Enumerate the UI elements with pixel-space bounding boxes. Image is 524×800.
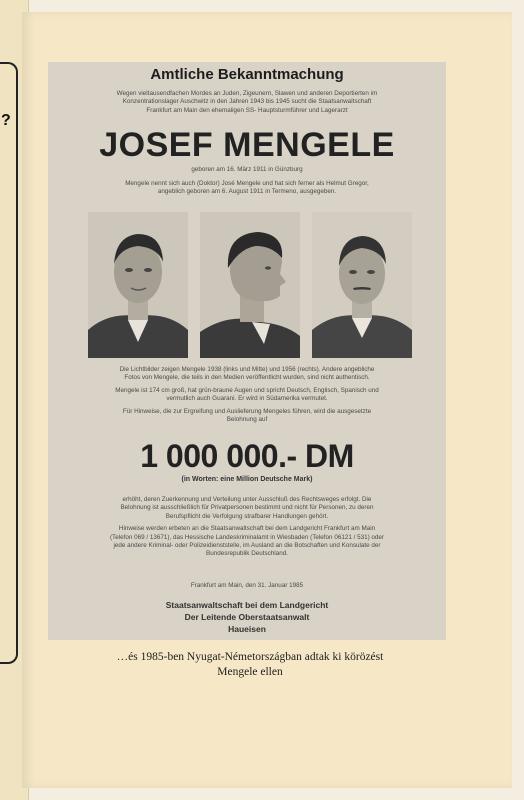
poster-alias xyxy=(58,180,436,197)
poster-born: geboren am 16. März 1911 in Günzburg xyxy=(191,166,303,173)
wanted-poster xyxy=(48,62,446,640)
figure-caption xyxy=(60,650,440,680)
poster-place-date: Frankfurt am Main, den 31. Januar 1985 xyxy=(190,582,304,589)
portrait-1956-image xyxy=(312,212,412,358)
photo-1938-profile xyxy=(200,212,300,358)
poster-text-line: Mengele ist 174 cm groß, hat grün-braune Augen und spricht Deutsch, Englisch, Spanisch und xyxy=(115,386,379,394)
portrait-profile-image xyxy=(200,212,300,358)
poster-photos xyxy=(88,212,413,358)
poster-text-line: erhöht, deren Zuerkennung und Verteilung unter Ausschluß des Rechtsweges erfolgt. Die xyxy=(122,496,372,503)
poster-text-line: (Telefon 069 / 13671), das Hessische Landeskriminalamt in Wiesbaden (Telefon 06121 / 531) oder xyxy=(109,533,385,541)
photo-1956 xyxy=(312,212,412,358)
poster-text-line: jede andere Kriminal- oder Polizeidienststelle, im Ausland an die Botschaften und Konsulate der xyxy=(113,542,381,550)
poster-signature-line: Staatsanwaltschaft bei dem Landgericht xyxy=(165,600,329,610)
poster-text-line: Belohnung auf xyxy=(226,416,268,424)
poster-text-line: Hinweise werden erbeten an die Staatsanwaltschaft bei dem Landgericht Frankfurt am Main xyxy=(118,525,376,533)
poster-name: JOSEF MENGELE xyxy=(99,126,395,164)
poster-intro-line: Frankfurt am Main den ehemaligen SS- Hauptsturmführer und Lagerarzt xyxy=(146,106,348,114)
poster-alias-line: Mengele nennt sich auch (Doktor) José Mengele und hat sich ferner als Helmut Gregor, xyxy=(125,180,369,187)
poster-terms xyxy=(56,496,438,559)
poster-intro-line: Wegen vieltausendfachen Mordes an Juden, Zigeunern, Slawen und anderen Deportierten im xyxy=(116,90,378,97)
poster-signature-line: Der Leitende Oberstaatsanwalt xyxy=(184,612,310,622)
poster-intro-line: Konzentrationslager Auschwitz in den Jahren 1943 bis 1945 sucht die Staatsanwaltschaft xyxy=(122,98,372,106)
poster-signature-name: Haueisen xyxy=(228,624,266,634)
poster-text-line: Bundesrepublik Deutschland. xyxy=(206,550,288,558)
poster-photo-caption xyxy=(56,366,438,424)
poster-intro xyxy=(58,90,436,115)
poster-title: Amtliche Bekanntmachung xyxy=(150,66,344,83)
poster-text-line: vermutlich auch Guarani. Er wird in Südamerika vermutet. xyxy=(166,395,328,403)
caption-line: Mengele ellen xyxy=(217,666,283,678)
reward-amount-words: (in Worten: eine Million Deutsche Mark) xyxy=(181,476,313,483)
poster-alias-line: angeblich geboren am 6. August 1911 in Termeno, ausgegeben. xyxy=(157,188,337,196)
reward-amount: 1 000 000.- DM xyxy=(140,438,354,474)
poster-text-line: Für Hinweise, die zur Ergreifung und Auslieferung Mengeles führen, wird die ausgesetzte xyxy=(122,407,372,415)
poster-text-line: Die Lichtbilder zeigen Mengele 1938 (links und Mitte) und 1956 (rechts). Andere angebliche xyxy=(119,366,375,373)
portrait-front-image xyxy=(88,212,188,358)
poster-text-line: Fotos von Mengele, die teils in den Medien veröffentlicht wurden, sind nicht authentisch. xyxy=(124,374,370,382)
poster-text-line: Berufspflicht die Verfolgung strafbarer Handlungen gehört. xyxy=(165,512,329,520)
poster-text-line: Belohnung ist ausschließlich für Privatpersonen bestimmt und nicht für Personen, zu deren xyxy=(120,504,374,512)
caption-line: …és 1985-ben Nyugat-Németországban adtak ki körözést xyxy=(116,651,384,663)
adjacent-page-mark: ? xyxy=(1,112,11,129)
adjacent-page-frame xyxy=(0,62,18,664)
photo-1938-front xyxy=(88,212,188,358)
